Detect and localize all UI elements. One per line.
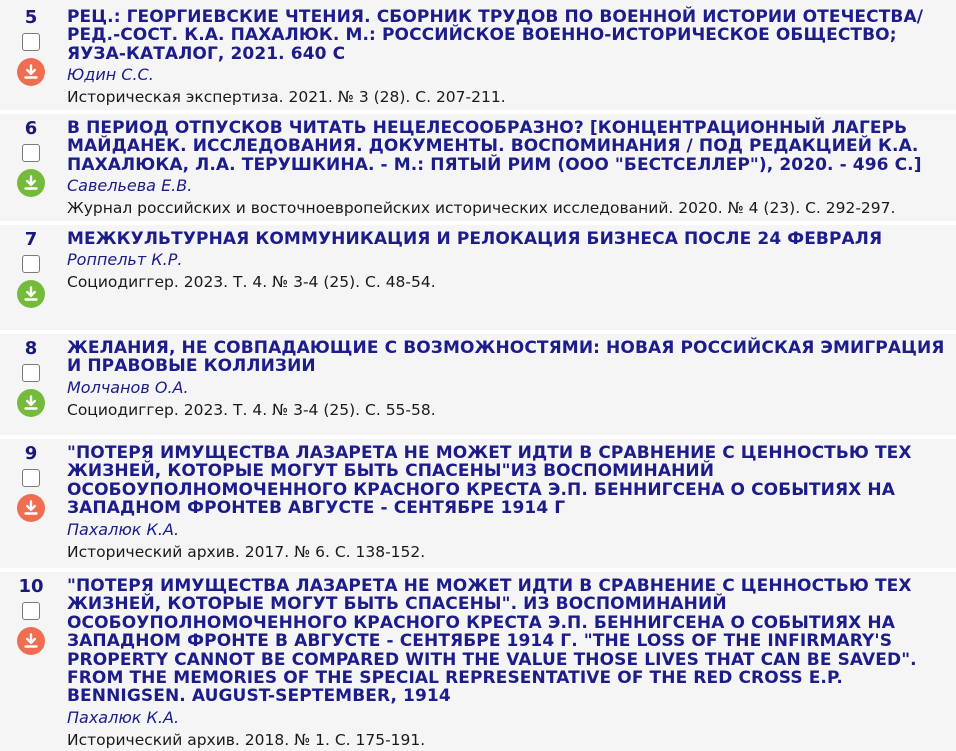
select-checkbox[interactable]	[22, 602, 40, 620]
item-source: Журнал российских и восточноевропейских исторических исследований. 2020. № 4 (23). С. 292-297.	[67, 199, 896, 218]
download-icon	[22, 285, 40, 303]
download-button[interactable]	[17, 389, 45, 417]
item-author-link[interactable]: Пахалюк К.А.	[67, 519, 180, 539]
item-controls	[0, 3, 62, 110]
item-author-link[interactable]: Роппельт К.Р.	[67, 250, 183, 270]
download-button[interactable]	[17, 169, 45, 197]
item-controls	[0, 334, 62, 435]
download-button[interactable]	[17, 58, 45, 86]
item-controls	[0, 572, 62, 751]
item-title-link[interactable]: ЖЕЛАНИЯ, НЕ СОВПАДАЮЩИЕ С ВОЗМОЖНОСТЯМИ: НОВАЯ РОССИЙСКАЯ ЭМИГРАЦИЯ И ПРАВОВЫЕ КОЛЛИЗИИ	[67, 338, 945, 377]
download-icon	[22, 63, 40, 81]
item-title-link[interactable]: РЕЦ.: ГЕОРГИЕВСКИЕ ЧТЕНИЯ. СБОРНИК ТРУДОВ ПО ВОЕННОЙ ИСТОРИИ ОТЕЧЕСТВА/ РЕД.-СОСТ. К.А. ПАХАЛЮК. М.: РОССИЙСКОЕ ВОЕННО-ИСТОРИЧЕСКОЕ ОБЩЕСТВО; ЯУЗА-КАТАЛОГ, 2021. 640 С	[67, 7, 924, 64]
item-title-link[interactable]: "ПОТЕРЯ ИМУЩЕСТВА ЛАЗАРЕТА НЕ МОЖЕТ ИДТИ В СРАВНЕНИЕ С ЦЕННОСТЬЮ ТЕХ ЖИЗНЕЙ, КОТОРЫЕ МОГУТ БЫТЬ СПАСЕНЫ". ИЗ ВОСПОМИНАНИЙ ОСОБОУПОЛНОМОЧЕННОГО КРАСНОГО КРЕСТА Э.П. БЕННИГСЕНА О СОБЫТИЯХ НА ЗАПАДНОМ ФРОНТЕ В АВГУСТЕ - СЕНТЯБРЕ 1914 Г. "THE LOSS OF THE INFIRMARY'S PROPERTY CANNOT BE COMPARED WITH THE VALUE THOSE LIVES THAT CAN BE SAVED". FROM THE MEMORIES OF THE SPECIAL REPRESENTATIVE OF THE RED CROSS E.P. BENNIGSEN. AUGUST-SEPTEMBER, 1914	[67, 576, 917, 707]
select-checkbox[interactable]	[22, 469, 40, 487]
item-number: 5	[24, 7, 38, 28]
item-source: Исторический архив. 2017. № 6. С. 138-152.	[67, 542, 426, 561]
item-content	[62, 439, 956, 568]
list-item	[0, 3, 956, 114]
item-author-link[interactable]: Пахалюк К.А.	[67, 707, 180, 727]
item-content	[62, 114, 956, 221]
item-author-link[interactable]: Савельева Е.В.	[67, 176, 193, 196]
item-source: Историческая экспертиза. 2021. № 3 (28). С. 207-211.	[67, 88, 506, 107]
item-controls	[0, 439, 62, 568]
list-item	[0, 334, 956, 439]
item-content	[62, 334, 956, 435]
item-number: 9	[24, 443, 38, 464]
item-author-link[interactable]: Молчанов О.А.	[67, 377, 189, 397]
item-author-link[interactable]: Юдин С.С.	[67, 65, 154, 85]
download-icon	[22, 394, 40, 412]
download-icon	[22, 632, 40, 650]
item-number: 7	[24, 229, 38, 250]
list-item	[0, 225, 956, 334]
item-title-link[interactable]: "ПОТЕРЯ ИМУЩЕСТВА ЛАЗАРЕТА НЕ МОЖЕТ ИДТИ В СРАВНЕНИЕ С ЦЕННОСТЬЮ ТЕХ ЖИЗНЕЙ, КОТОРЫЕ МОГУТ БЫТЬ СПАСЕНЫ"ИЗ ВОСПОМИНАНИЙ ОСОБОУПОЛНОМОЧЕННОГО КРАСНОГО КРЕСТА Э.П. БЕННИГСЕНА О СОБЫТИЯХ НА ЗАПАДНОМ ФРОНТЕВ АВГУСТЕ - СЕНТЯБРЕ 1914 Г	[67, 443, 912, 519]
download-button[interactable]	[17, 627, 45, 655]
download-button[interactable]	[17, 280, 45, 308]
select-checkbox[interactable]	[22, 33, 40, 51]
item-content	[62, 3, 956, 110]
item-source: Социодиггер. 2023. Т. 4. № 3-4 (25). С. 55-58.	[67, 400, 436, 419]
item-content	[62, 225, 956, 330]
select-checkbox[interactable]	[22, 255, 40, 273]
item-controls	[0, 114, 62, 221]
download-icon	[22, 174, 40, 192]
item-title-link[interactable]: МЕЖКУЛЬТУРНАЯ КОММУНИКАЦИЯ И РЕЛОКАЦИЯ БИЗНЕСА ПОСЛЕ 24 ФЕВРАЛЯ	[67, 229, 883, 249]
item-source: Исторический архив. 2018. № 1. С. 175-191.	[67, 730, 426, 749]
item-controls	[0, 225, 62, 330]
item-number: 6	[24, 118, 38, 139]
list-item	[0, 572, 956, 751]
list-item	[0, 114, 956, 225]
item-title-link[interactable]: В ПЕРИОД ОТПУСКОВ ЧИТАТЬ НЕЦЕЛЕСООБРАЗНО? [КОНЦЕНТРАЦИОННЫЙ ЛАГЕРЬ МАЙДАНЕК. ИССЛЕДОВАНИЯ. ДОКУМЕНТЫ. ВОСПОМИНАНИЯ / ПОД РЕДАКЦИЕЙ К.А. ПАХАЛЮКА, Л.А. ТЕРУШКИНА. - М.: ПЯТЫЙ РИМ (ООО "БЕСТСЕЛЛЕР"), 2020. - 496 С.]	[67, 118, 922, 175]
item-number: 10	[18, 576, 44, 597]
download-button[interactable]	[17, 494, 45, 522]
item-source: Социодиггер. 2023. Т. 4. № 3-4 (25). С. 48-54.	[67, 273, 436, 292]
select-checkbox[interactable]	[22, 144, 40, 162]
list-item	[0, 439, 956, 572]
item-content	[62, 572, 956, 751]
download-icon	[22, 499, 40, 517]
select-checkbox[interactable]	[22, 364, 40, 382]
item-number: 8	[24, 338, 38, 359]
